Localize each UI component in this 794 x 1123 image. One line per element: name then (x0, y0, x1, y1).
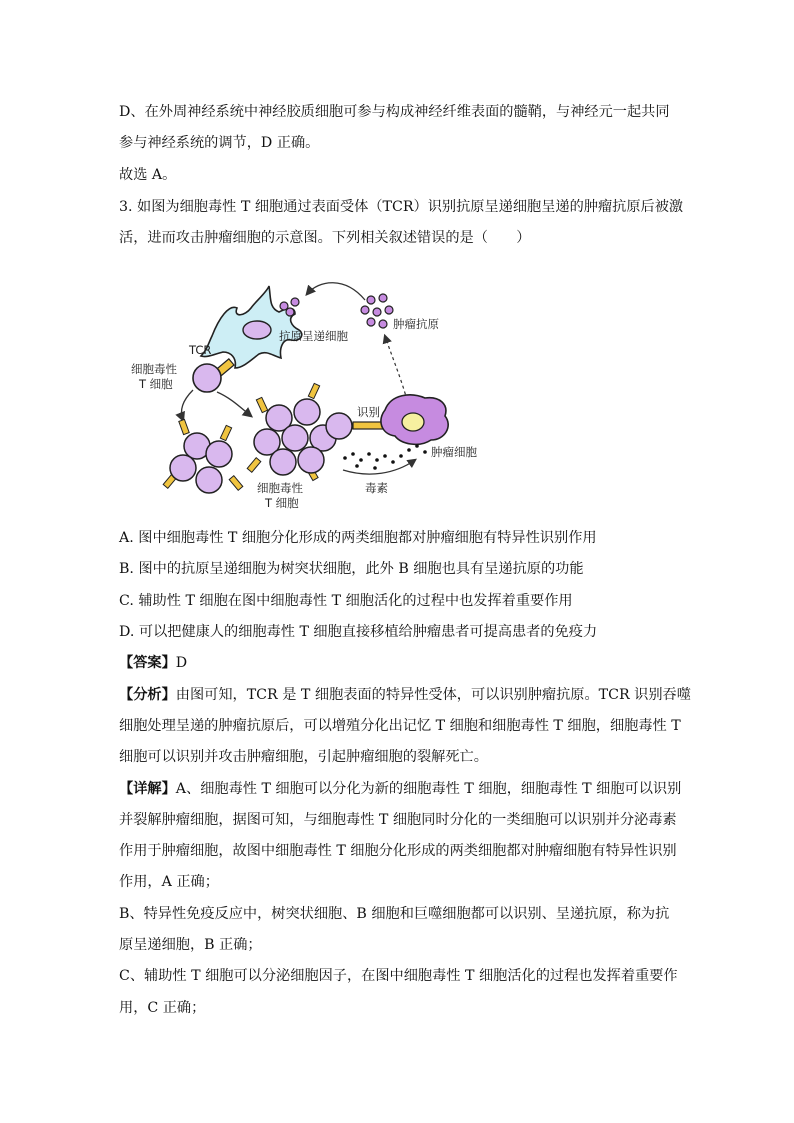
t-cell-cluster-right (247, 383, 352, 480)
analysis-tag: 【分析】 (119, 687, 176, 703)
detail-line: 作用，A 正确； (119, 874, 219, 890)
option-c: C. 辅助性 T 细胞在图中细胞毒性 T 细胞活化的过程中也发挥着重要作用 (119, 593, 573, 609)
antigen-dot (367, 296, 375, 304)
detail-text: A、细胞毒性 T 细胞可以分化为新的细胞毒性 T 细胞，细胞毒性 T 细胞可以识别 (175, 781, 682, 797)
antigen-dot (373, 308, 381, 316)
toxin-label: 毒素 (365, 481, 388, 495)
apc-label: 抗原呈递细胞 (279, 329, 348, 343)
antigen-dot (379, 320, 387, 328)
analysis-line: 细胞可以识别并攻击肿瘤细胞，引起肿瘤细胞的裂解死亡。 (119, 749, 488, 765)
analysis-text: 由图可知，TCR 是 T 细胞表面的特异性受体，可以识别肿瘤抗原。TCR 识别吞噬 (175, 687, 691, 703)
ctl-top-label-2: T 细胞 (139, 377, 173, 391)
answer-line (119, 653, 187, 673)
recognition-receptor (353, 422, 383, 429)
question-stem: 活，进而攻击肿瘤细胞的示意图。下列相关叙述错误的是（ ） (119, 230, 531, 246)
option-b: B. 图中的抗原呈递细胞为树突状细胞，此外 B 细胞也具有呈递抗原的功能 (119, 561, 584, 577)
arrow-differentiate-left (181, 390, 193, 420)
recognize-label: 识别 (357, 405, 380, 419)
question-stem: 3. 如图为细胞毒性 T 细胞通过表面受体（TCR）识别抗原呈递细胞呈递的肿瘤抗原后被激 (119, 199, 684, 215)
arrow-antigen-to-apc (307, 283, 365, 300)
tumor-antigen-label: 肿瘤抗原 (393, 317, 439, 331)
arrow-tumor-to-antigen (385, 336, 407, 400)
ctl-bottom-label-2: T 细胞 (265, 496, 299, 510)
detail-line (119, 779, 681, 799)
detail-line: 并裂解肿瘤细胞，据图可知，与细胞毒性 T 细胞同时分化的一类细胞可以识别并分泌毒素 (119, 812, 677, 828)
toxin-particles (343, 444, 427, 470)
antigen-dot (361, 306, 369, 314)
antigen-dot (367, 318, 375, 326)
analysis-line: 细胞处理呈递的肿瘤抗原后，可以增殖分化出记忆 T 细胞和细胞毒性 T 细胞，细胞毒性 T (119, 718, 681, 734)
detail-line: B、特异性免疫反应中，树突状细胞、B 细胞和巨噬细胞都可以识别、呈递抗原，称为抗 (119, 906, 670, 922)
text-line: 故选 A。 (119, 167, 177, 183)
arrow-toxin (343, 460, 415, 474)
tcr-label: TCR (189, 343, 212, 357)
answer-tag: 【答案】 (119, 655, 176, 671)
ctl-top-label-1: 细胞毒性 (131, 362, 177, 376)
tumor-nucleus (402, 413, 424, 431)
immune-diagram (119, 278, 499, 518)
apc-nucleus (243, 321, 271, 339)
detail-line: 用，C 正确； (119, 1000, 206, 1016)
detail-tag: 【详解】 (119, 781, 176, 797)
option-d: D. 可以把健康人的细胞毒性 T 细胞直接移植给肿瘤患者可提高患者的免疫力 (119, 624, 598, 640)
cytotoxic-t-cell (193, 364, 221, 392)
antigen-dot (291, 298, 299, 306)
option-a: A. 图中细胞毒性 T 细胞分化形成的两类细胞都对肿瘤细胞有特异性识别作用 (119, 530, 597, 546)
detail-line: 作用于肿瘤细胞，故图中细胞毒性 T 细胞分化形成的两类细胞都对肿瘤细胞有特异性识别 (119, 843, 677, 859)
detail-line: 原呈递细胞，B 正确； (119, 937, 262, 953)
answer-value: D (175, 655, 188, 671)
antigen-dot (286, 308, 294, 316)
t-cell-cluster-left (163, 419, 243, 493)
analysis-line (119, 685, 691, 705)
antigen-dot (379, 294, 387, 302)
text-line: D、在外周神经系统中神经胶质细胞可参与构成神经纤维表面的髓鞘，与神经元一起共同 (119, 104, 670, 120)
ctl-bottom-label-1: 细胞毒性 (257, 481, 303, 495)
text-line: 参与神经系统的调节，D 正确。 (119, 135, 320, 151)
detail-line: C、辅助性 T 细胞可以分泌细胞因子，在图中细胞毒性 T 细胞活化的过程也发挥着重要作 (119, 968, 678, 984)
arrow-differentiate-right (217, 392, 251, 416)
tumor-cell-label: 肿瘤细胞 (431, 445, 477, 459)
antigen-dot (385, 306, 393, 314)
